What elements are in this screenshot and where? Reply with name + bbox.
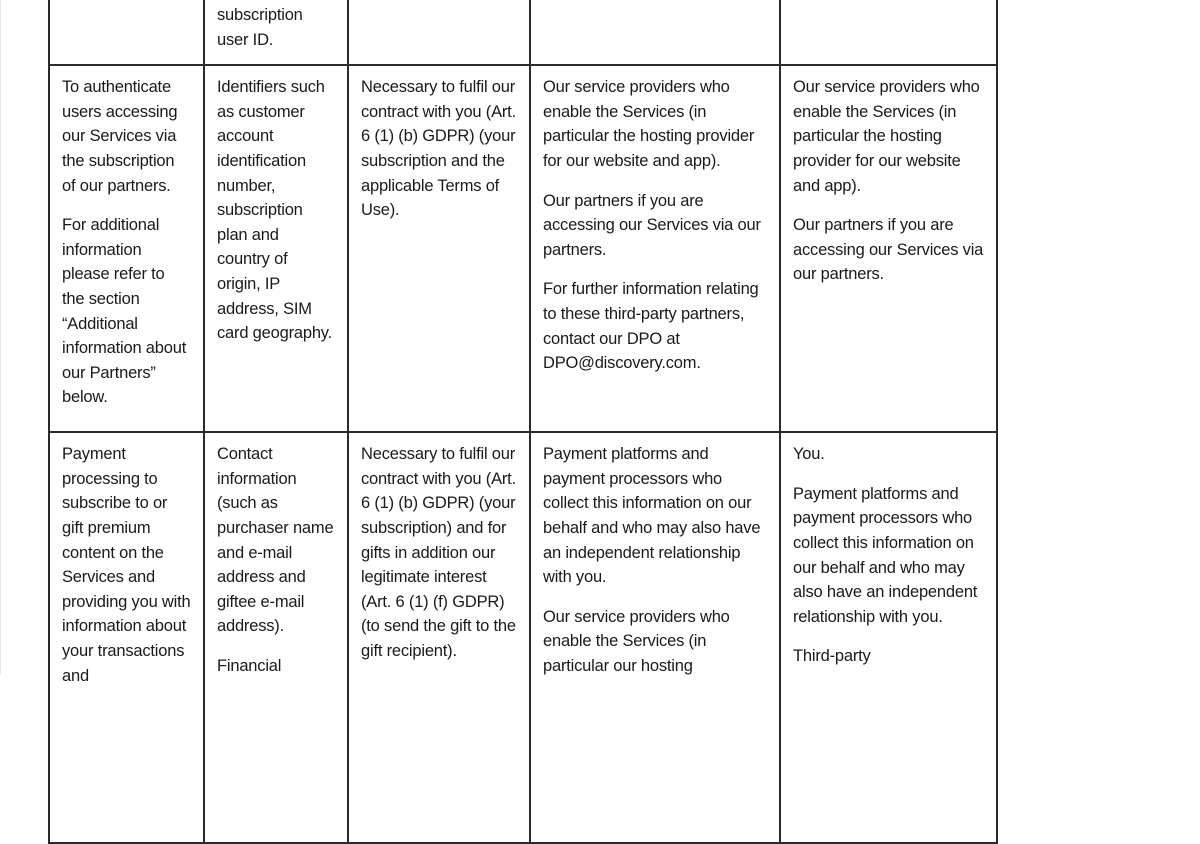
cell-text: For further information relating to these third-party partners, contact our DPO at DPO@discovery.com.: [543, 280, 759, 373]
document-page: [48, 0, 998, 844]
cell-sources: [780, 432, 997, 843]
cell-data-categories: [204, 0, 348, 65]
table-row: [49, 432, 997, 843]
cell-text: You.: [793, 445, 825, 464]
cell-recipients: [530, 432, 780, 843]
cell-data-categories: [204, 65, 348, 432]
cell-data-categories: [204, 432, 348, 843]
cell-text: Payment platforms and payment processors who collect this information on our behalf and who may also have an independent relationship with you.: [793, 484, 978, 626]
table-row: [49, 0, 997, 65]
cell-text: Contact information (such as purchaser name and e-mail address and giftee e-mail address).: [217, 445, 334, 636]
cell-sources: [780, 65, 997, 432]
page-edge: [0, 0, 1, 675]
cell-text: Our partners if you are accessing our Services via our partners.: [543, 191, 761, 259]
cell-legal-basis: [348, 432, 530, 843]
cell-text: Necessary to fulfil our contract with you (Art. 6 (1) (b) GDPR) (your subscription and the applicable Terms of Use).: [361, 78, 516, 220]
cell-sources: [780, 0, 997, 65]
cell-text: Identifiers such as customer account identification number, subscription plan and country of origin, IP address, SIM card geography.: [217, 78, 333, 343]
cell-text: Financial: [217, 656, 282, 675]
cell-text: subscription user ID.: [217, 6, 303, 49]
cell-text: Payment processing to subscribe to or gift premium content on the Services and providing you with information about your transactions and: [62, 445, 191, 685]
cell-text: To authenticate users accessing our Services via the subscription of our partners.: [62, 78, 178, 195]
cell-purpose: [49, 0, 204, 65]
cell-text: Our service providers who enable the Services (in particular our hosting: [543, 607, 730, 675]
cell-text: Our partners if you are accessing our Services via our partners.: [793, 216, 984, 284]
cell-text: Our service providers who enable the Services (in particular the hosting provider for our website and app).: [793, 78, 980, 195]
table-row: [49, 65, 997, 432]
cell-text: Payment platforms and payment processors who collect this information on our behalf and who may also have an independent relationship with you.: [543, 445, 761, 587]
cell-text: For additional information please refer to the section “Additional information about our Partners” below.: [62, 216, 187, 407]
cell-text: Third-party: [793, 647, 871, 666]
cell-recipients: [530, 65, 780, 432]
data-processing-table: [48, 0, 998, 844]
cell-recipients: [530, 0, 780, 65]
cell-text: Necessary to fulfil our contract with you (Art. 6 (1) (b) GDPR) (your subscription) and for gifts in addition our legitimate interest (Art. 6 (1) (f) GDPR) (to send the gift to the gift recipient).: [361, 445, 516, 660]
cell-purpose: [49, 65, 204, 432]
cell-legal-basis: [348, 0, 530, 65]
cell-text: Our service providers who enable the Services (in particular the hosting provider for our website and app).: [543, 78, 755, 170]
cell-purpose: [49, 432, 204, 843]
cell-legal-basis: [348, 65, 530, 432]
